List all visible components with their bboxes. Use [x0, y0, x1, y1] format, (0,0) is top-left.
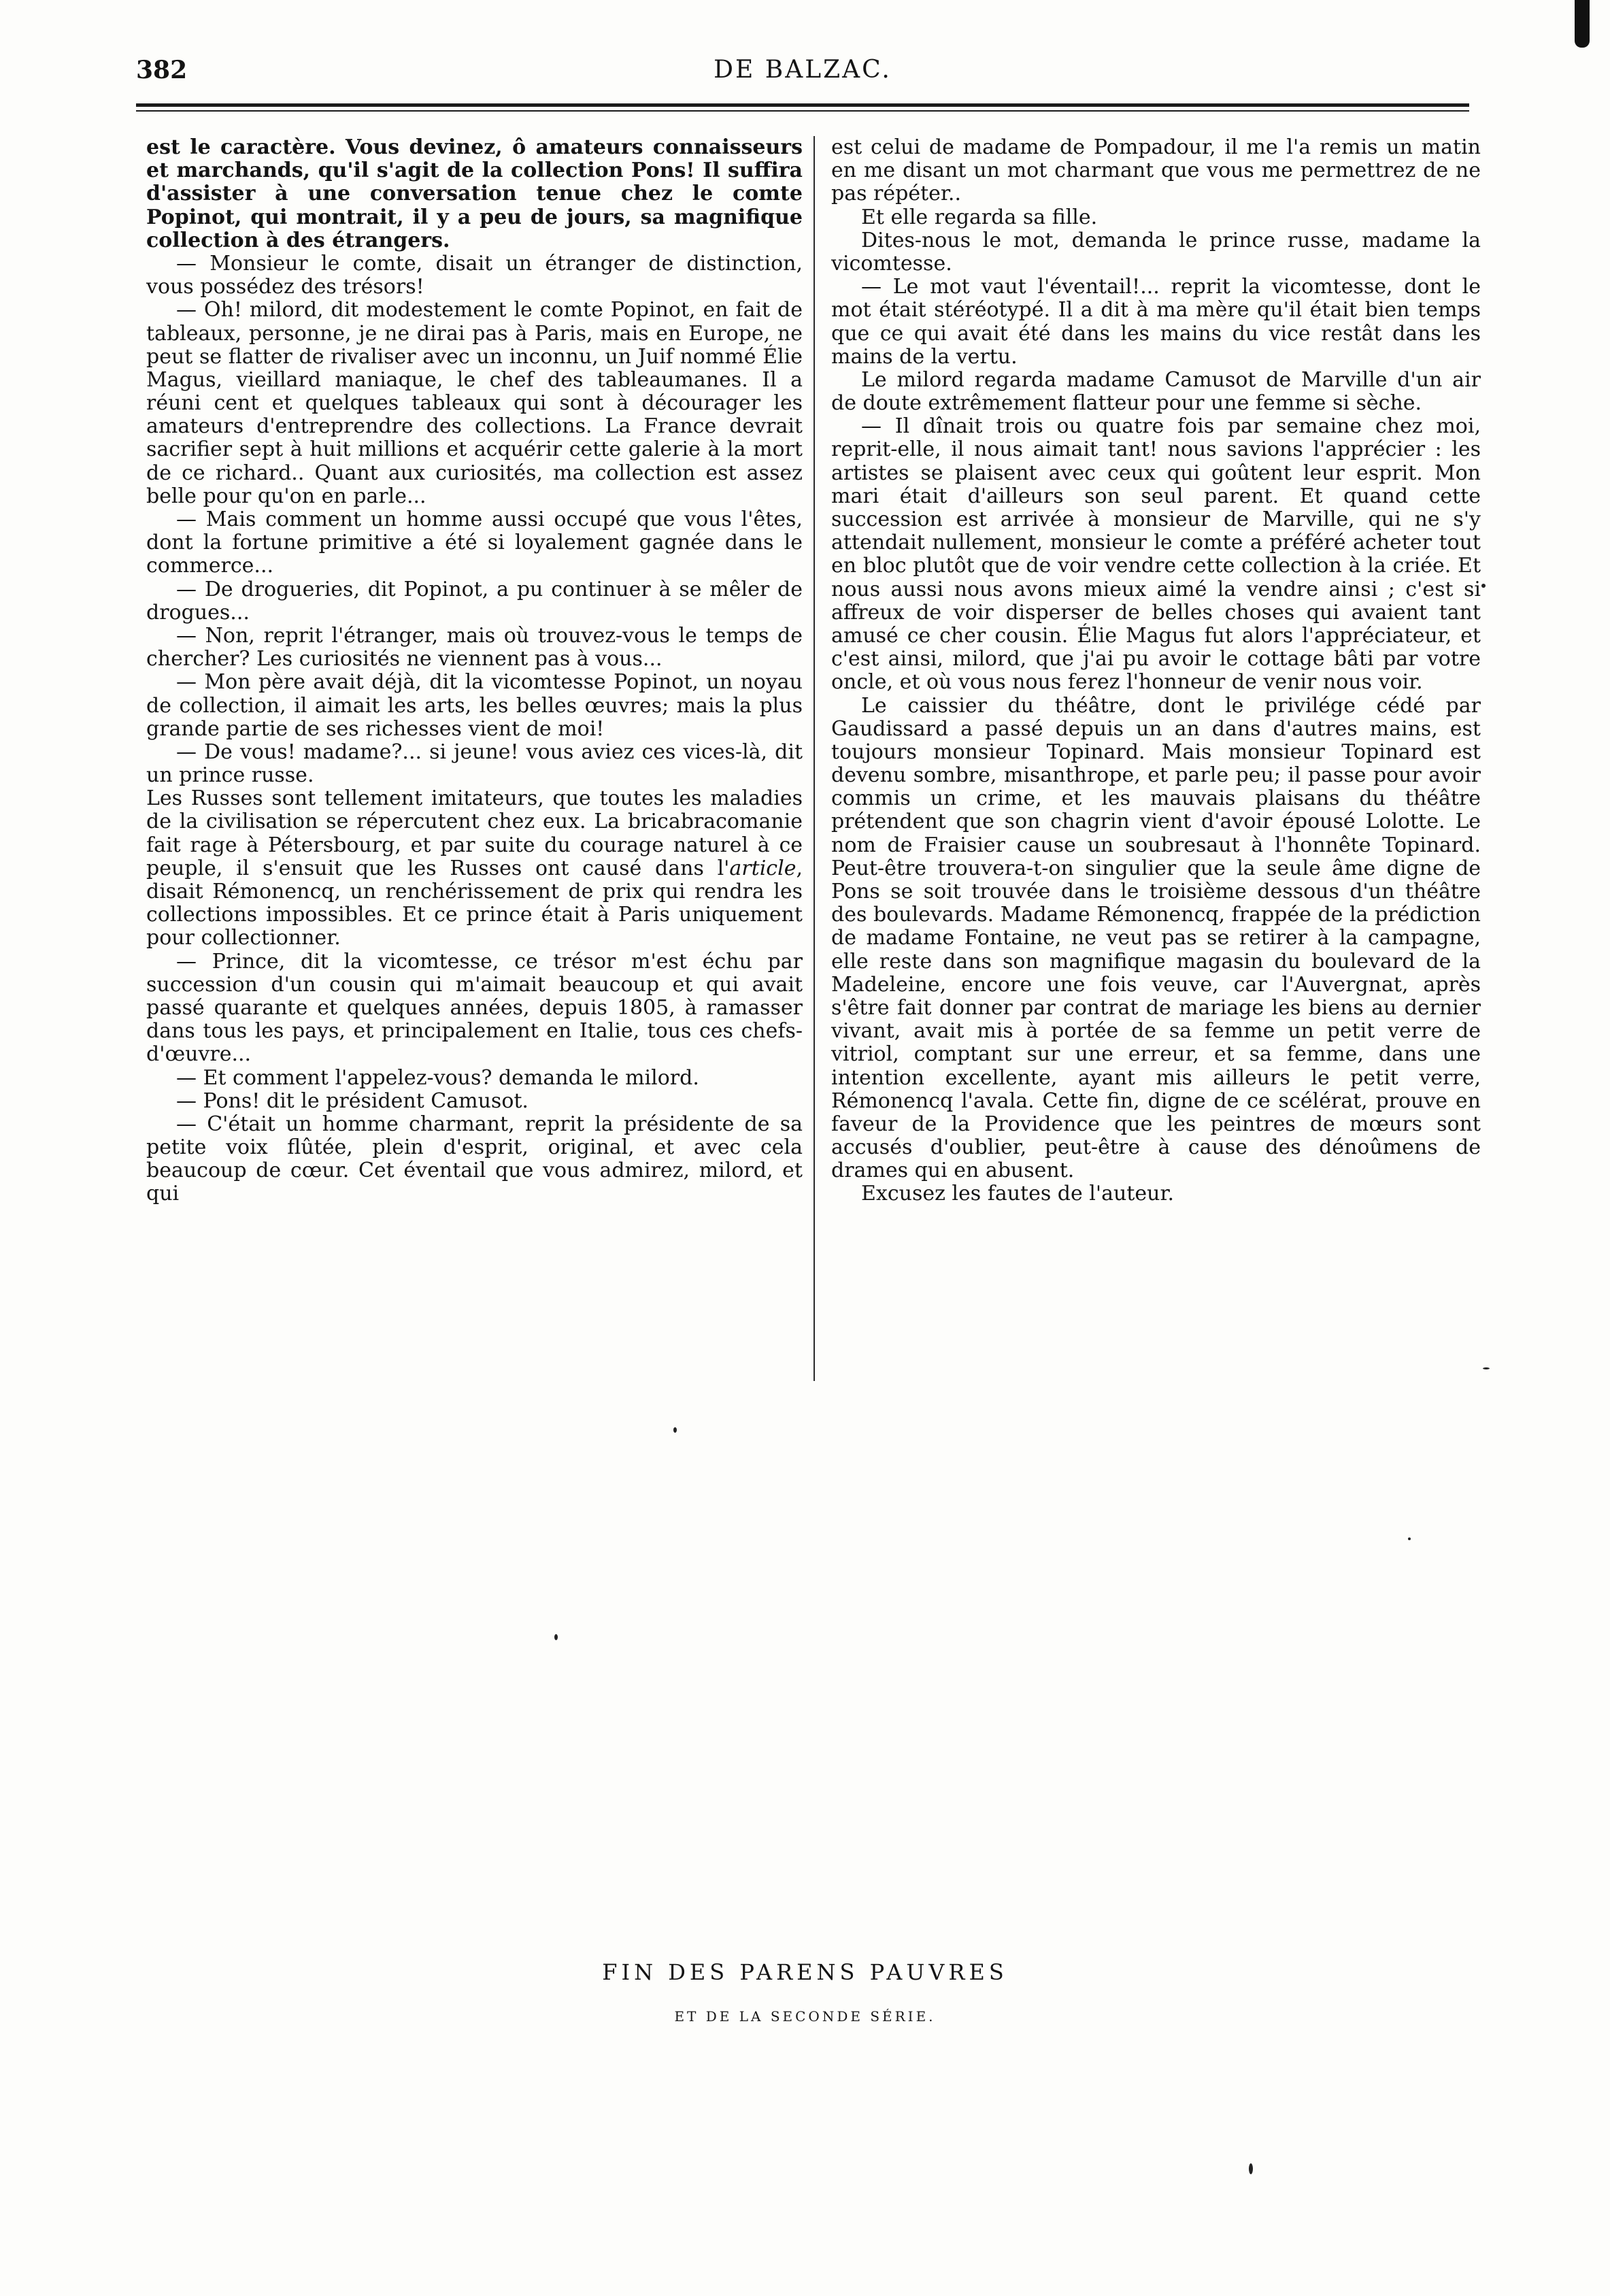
- italic-word: article: [729, 856, 796, 880]
- paragraph: — Prince, dit la vicomtesse, ce trésor m'est échu par succession d'un cousin qui m'aimait beaucoup et qui avait passé quarante et quelques années, depuis 1805, à ramasser dans tous les pays, et principalement en Italie, tous ces chefs-d'œuvre...: [146, 949, 803, 1067]
- paragraph: Excusez les fautes de l'auteur.: [861, 1182, 1175, 1206]
- paragraph: — Oh! milord, dit modestement le comte Popinot, en fait de tableaux, personne, je ne dirai pas à Paris, mais en Europe, ne peut se flatter de rivaliser avec un inconnu, un Juif nommé Élie Magus, vieillard maniaque, le chef des tableaumanes. Il a réuni cent et quelques tableaux qui sont à décourager les amateurs d'entreprendre des collections. La France devrait sacrifier sept à huit millions et acquérir cette galerie à la mort de ce richard.. Quant aux curiosités, ma collection est assez belle pour qu'on en parle...: [146, 298, 803, 508]
- paragraph: — Mon père avait déjà, dit la vicomtesse Popinot, un noyau de collection, il aimait les arts, les belles œuvres; mais la plus grande partie de ses richesses vient de moi!: [146, 670, 803, 741]
- paragraph: — Non, reprit l'étranger, mais où trouvez-vous le temps de chercher? Les curiosités ne viennent pas à vous...: [146, 623, 803, 671]
- paragraph: Le milord regarda madame Camusot de Marville d'un air de doute extrêmement flatteur pour une femme si sèche.: [831, 367, 1481, 416]
- paragraph: est le caractère. Vous devinez, ô amateurs connaisseurs et marchands, qu'il s'agit de la collection Pons! Il suffira d'assister à une conversation tenue chez le comte Popinot, qui montrait, il y a peu de jours, sa magnifique collection à des étrangers.: [146, 135, 803, 252]
- header-rule: [136, 103, 1469, 107]
- page-header: [136, 56, 1469, 97]
- paragraph: — C'était un homme charmant, reprit la présidente de sa petite voix flûtée, plein d'esprit, original, et avec cela beaucoup de cœur. Cet éventail que vous admirez, milord, et qui: [146, 1112, 803, 1206]
- paragraph: Et elle regarda sa fille.: [861, 205, 1098, 229]
- closing-block: [0, 1959, 1610, 2025]
- running-title: DE BALZAC.: [714, 56, 892, 84]
- paragraph-text: Les Russes sont tellement imitateurs, que toutes les maladies de la civilisation se répercutent chez eux. La bricabracomanie fait rage à Pétersbourg, et par suite du courage naturel à ce peuple, il s'ensuit que les Russes ont causé dans l': [146, 786, 803, 880]
- scan-speck: [1249, 2163, 1253, 2174]
- paragraph: — Monsieur le comte, disait un étranger de distinction, vous possédez des trésors!: [146, 251, 803, 299]
- paragraph: — Il dînait trois ou quatre fois par semaine chez moi, reprit-elle, il nous aimait tant! nous savions l'apprécier : les artistes se plaisent avec ceux qui goûtent leur esprit. Mon mari était d'ailleurs son seul parent. Et quand cette succession est arrivée à monsieur de Marville, qui ne s'y attendait nullement, monsieur le comte a préféré acheter tout en bloc plutôt que de voir vendre cette collection à la criée. Et nous aussi nous avons mieux aimé la vendre ainsi ; c'est si affreux de voir disperser de belles choses qui avaient tant amusé ce cher cousin. Élie Magus fut alors l'appréciateur, et c'est ainsi, milord, que j'ai pu avoir le cottage bâti par votre oncle, et où vous nous ferez l'honneur de venir nous voir.: [831, 414, 1481, 695]
- left-column: [146, 136, 803, 1206]
- paragraph-text: , disait Rémonencq, un renchérissement de prix qui rendra les collections impossibles. Et ce prince était à Paris uniquement pour collectionner.: [146, 856, 803, 950]
- paragraph: — De vous! madame?... si jeune! vous aviez ces vices-là, dit un prince russe.: [146, 739, 803, 788]
- scan-speck: [554, 1634, 558, 1640]
- paragraph: — Le mot vaut l'éventail!... reprit la vicomtesse, dont le mot était stéréotypé. Il a dit à ma mère qu'il était bien temps que ce qui avait été dans les mains du vice restât dans les mains de la vertu.: [831, 275, 1481, 369]
- header-rule-thin: [136, 110, 1469, 112]
- scan-speck: [1408, 1537, 1411, 1540]
- end-subtitle: ET DE LA SECONDE SÉRIE.: [674, 2008, 936, 2025]
- paragraph: Dites-nous le mot, demanda le prince russe, madame la vicomtesse.: [831, 228, 1481, 276]
- scan-speck: [1481, 584, 1486, 588]
- paragraph: — De drogueries, dit Popinot, a pu continuer à se mêler de drogues...: [146, 577, 803, 625]
- end-title: FIN DES PARENS PAUVRES: [602, 1959, 1008, 1985]
- right-column: [831, 136, 1481, 1206]
- paragraph: — Pons! dit le président Camusot.: [176, 1088, 529, 1113]
- paragraph: [146, 787, 803, 950]
- paragraph: — Et comment l'appelez-vous? demanda le milord.: [176, 1065, 699, 1090]
- paragraph: — Mais comment un homme aussi occupé que vous l'êtes, dont la fortune primitive a été si loyalement gagnée dans le commerce...: [146, 508, 803, 578]
- paragraph: est celui de madame de Pompadour, il me l'a remis un matin en me disant un mot charmant que vous me permettrez de ne pas répéter..: [831, 135, 1481, 206]
- column-divider: [814, 136, 815, 1381]
- scan-speck: [1483, 1367, 1490, 1369]
- page-number: 382: [136, 56, 188, 84]
- scan-speck: [673, 1427, 677, 1433]
- paragraph: Le caissier du théâtre, dont le privilége cédé par Gaudissard a passé depuis un an dans d'autres mains, est toujours monsieur Topinard. Mais monsieur Topinard est devenu sombre, misanthrope, et parle peu; il passe pour avoir commis un crime, et les mauvais plaisans du théâtre prétendent que son chagrin vient d'avoir épousé Lolotte. Le nom de Fraisier cause un soubresaut à l'honnête Topinard. Peut-être trouvera-t-on singulier que la seule âme digne de Pons se soit trouvée dans le troisième dessous d'un théâtre des boulevards. Madame Rémonencq, frappée de la prédiction de madame Fontaine, ne veut pas se retirer à la campagne, elle reste dans son magnifique magasin du boulevard de la Madeleine, encore une fois veuve, car l'Auvergnat, après s'être fait donner par contrat de mariage les biens au dernier vivant, avait mis à portée de sa femme un petit verre de vitriol, comptant sur une erreur, et sa femme, dans une intention excellente, ayant mis ailleurs le petit verre, Rémonencq l'avala. Cette fin, digne de ce scélérat, prouve en faveur de la Providence que les peintres de mœurs sont accusés d'oublier, peut-être à cause des dénoûmens de drames qui en abusent.: [831, 693, 1481, 1183]
- scan-edge-mark: [1575, 0, 1590, 48]
